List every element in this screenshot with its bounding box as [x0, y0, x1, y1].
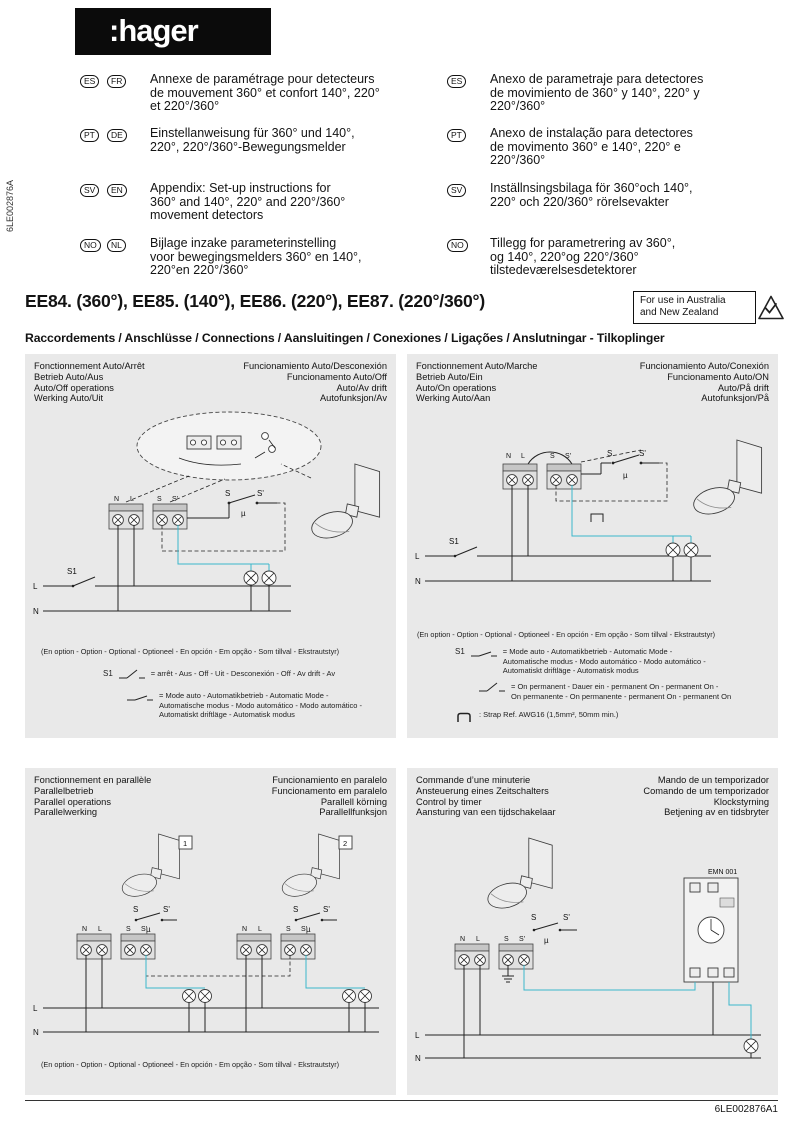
panel-header-right: [640, 361, 769, 404]
lamp-icon: [244, 571, 258, 585]
footer-doc-code: 6LE002876A1: [714, 1104, 778, 1115]
intro-line: et 220°/360°: [150, 99, 220, 113]
strap-note-text: : Strap Ref. AWG16 (1,5mm², 50mm min.): [479, 710, 619, 719]
pushbutton-label-s: S: [225, 489, 231, 498]
intro-line: Bijlage inzake parameterinstelling: [150, 236, 337, 250]
pushbutton-label-s: S: [133, 905, 139, 914]
terminal-label-s: S: [504, 936, 509, 943]
intro-line: Anexo de parametraje para detectores: [490, 72, 704, 86]
lamp-icon: [744, 1039, 758, 1053]
header-line: Parallell körning: [320, 796, 387, 807]
lamp-return-wires: [189, 1003, 365, 1033]
detector-tag-1-label: 1: [183, 839, 188, 848]
mu-label: µ: [146, 925, 151, 934]
header-line: Mando de un temporizador: [657, 775, 769, 785]
terminal-label-s: S: [286, 926, 291, 933]
header-line: Fonctionnement Auto/Marche: [416, 361, 538, 371]
wiring-diagram-auto-on: [411, 406, 774, 624]
intro-line: Annexe de paramétrage pour detecteurs: [150, 72, 375, 86]
terminal-label-s: S: [157, 496, 162, 503]
header-line: Werking Auto/Aan: [416, 393, 491, 404]
motion-detector-icon: [280, 834, 340, 900]
panel-header-right: [272, 775, 387, 818]
terminal-label-sp: S': [301, 926, 308, 933]
legend-auto: [127, 691, 362, 720]
terminal-label-sp: S': [141, 926, 148, 933]
switch-closed-icon: [471, 647, 497, 659]
switched-live-wire: [572, 485, 691, 543]
legend-auto-text: [503, 647, 706, 676]
intro-line: de movimiento de 360° y 140°, 220° y: [490, 85, 700, 100]
terminal-block-nl: [455, 944, 489, 969]
terminal-detail-inset: [137, 412, 321, 480]
header-line: Funcionamento Auto/ON: [667, 371, 769, 382]
header-line: Fonctionnement Auto/Arrêt: [34, 361, 145, 371]
mu-label: µ: [623, 471, 628, 480]
intro-text-pt: [490, 127, 693, 168]
intro-text-sv: [490, 182, 693, 209]
pushbutton-label-sp: S': [163, 905, 170, 914]
legend-on-permanent: [479, 682, 731, 701]
intro-line: 220°en 220°/360°: [150, 263, 249, 277]
rail-label-n: N: [33, 1028, 39, 1037]
intro-line: 220° och 220/360° rörelsevakter: [490, 194, 669, 209]
lang-badge-no: NO: [80, 239, 101, 252]
rail-label-n: N: [415, 577, 421, 586]
legend-line: On permanente - On permanente - permanent On - permanent On: [511, 691, 732, 701]
motion-detector-icon: [120, 834, 180, 900]
panel-auto-off: [25, 354, 396, 738]
mu-label: µ: [306, 925, 311, 934]
switch-closed-icon: [127, 691, 153, 703]
terminal-label-l: L: [521, 453, 525, 460]
intro-line: 220°, 220°/360°-Bewegungsmelder: [150, 139, 346, 154]
pushbutton-icon: [295, 913, 337, 921]
lang-badge-nl: NL: [107, 239, 126, 252]
lang-badge-es: ES: [80, 75, 99, 88]
strap-icon: [591, 514, 603, 522]
supply-drops: [86, 955, 262, 1032]
header-line: Auto/Av drift: [336, 382, 387, 393]
legend-line: Automatiskt driftläge - Automatisk modus: [159, 710, 295, 719]
lang-badge-en: EN: [107, 184, 127, 197]
terminal-label-sp: S': [565, 453, 572, 460]
strap-icon: [455, 710, 473, 723]
header-line: Funcionamento Auto/Off: [286, 371, 387, 382]
legend-off-text: = arrêt - Aus - Off - Uit - Desconexión - Off - Av drift - Av: [150, 669, 336, 678]
pushbutton-label-sp: S': [563, 913, 570, 922]
lamp-icon: [183, 990, 196, 1003]
terminal-label-n: N: [460, 936, 466, 943]
hager-logo-text: :hager: [109, 13, 198, 48]
legend-line: Automatiskt driftläge - Automatisk modus: [502, 666, 639, 675]
lang-badge-no2: NO: [447, 239, 468, 252]
terminal-label-l: L: [130, 496, 134, 503]
legend-line: Automatische modus - Modo automático - Modo automático -: [502, 656, 706, 666]
header-line: Auto/På drift: [717, 382, 769, 393]
detector-tag-2-label: 2: [343, 839, 348, 848]
lang-badge-pt2: PT: [447, 129, 466, 142]
intro-text-fr: [150, 73, 380, 114]
intro-line: og 140°, 220°og 220°/360°: [490, 249, 639, 264]
terminal-block-nl: [503, 464, 537, 489]
panel-header-left: [34, 361, 145, 404]
terminal-block-ssp: [153, 504, 187, 529]
panel-header-left: [416, 361, 537, 404]
header-line: Werking Auto/Uit: [34, 393, 104, 404]
intro-line: Einstellanweisung für 360° und 140°,: [150, 126, 355, 140]
option-note: (En option - Option - Optional - Optioneel - En opción - Em opção - Som tillval - Ekstrautstyr): [41, 647, 340, 656]
strap-note: [455, 710, 618, 723]
panel-parallel: [25, 768, 396, 1095]
supply-drops: [512, 485, 528, 581]
aus-nz-box: [633, 291, 756, 324]
lamp-icon: [684, 543, 698, 557]
mu-label: µ: [241, 509, 246, 518]
option-note: (En option - Option - Optional - Optioneel - En opción - Em opção - Som tillval - Ekstrautstyr): [417, 630, 716, 639]
lamp-icon: [359, 990, 372, 1003]
switch-open-icon: [119, 669, 145, 681]
lang-badge-sv2: SV: [447, 184, 466, 197]
intro-line: 220°/360°: [490, 153, 546, 167]
header-line: Comando de um temporizador: [643, 785, 769, 796]
intro-line: Anexo de instalação para detectores: [490, 126, 693, 140]
terminal-label-n: N: [506, 453, 512, 460]
pushbutton-label-sp: S': [639, 449, 646, 458]
intro-text-no: [490, 237, 675, 278]
pushbutton-label-sp: S': [323, 905, 330, 914]
intro-line: 220°/360°: [490, 99, 546, 113]
motion-detector-icon: [485, 838, 552, 912]
terminal-block-nl: [109, 504, 143, 529]
panel-header-left: [34, 775, 151, 818]
panel-header-right: [643, 775, 769, 818]
pushbutton-label-s: S: [531, 913, 537, 922]
terminal-label-l: L: [98, 926, 102, 933]
header-line: Autofunksjon/Av: [319, 393, 387, 404]
header-line: Parallelbetrieb: [34, 785, 94, 796]
lamp-return-wires: [251, 585, 269, 611]
intro-line: de mouvement 360° et confort 140°, 220°: [150, 85, 380, 100]
header-line: Parallellfunksjon: [319, 807, 387, 818]
terminal-label-sp: S': [519, 936, 526, 943]
pushbutton-label-sp: S': [257, 489, 264, 498]
intro-line: tilstedeværelsesdetektorer: [490, 263, 637, 277]
header-line: Fonctionnement en parallèle: [34, 775, 152, 785]
header-line: Parallel operations: [34, 796, 112, 807]
intro-line: de movimento 360° e 140°, 220° e: [490, 139, 681, 154]
switch-open-icon: [479, 682, 505, 694]
intro-line: Inställnsingsbilaga för 360°och 140°,: [490, 181, 693, 195]
terminal-label-l: L: [258, 926, 262, 933]
pushbutton-icon: [581, 455, 659, 474]
supply-drops: [464, 965, 713, 1058]
terminal-label-s: S: [550, 453, 555, 460]
legend-auto-text: [159, 691, 362, 720]
timer-module-icon: [684, 878, 738, 982]
footer-divider: [25, 1100, 778, 1101]
section-heading: Raccordements / Anschlüsse / Connections / Aansluitingen / Conexiones / Ligações / Anslutningar - Tilkoplinger: [25, 331, 665, 345]
rail-label-l: L: [33, 582, 38, 591]
terminal-label-sp: S': [172, 496, 179, 503]
lang-badge-fr: FR: [107, 75, 126, 88]
wiring-diagram-parallel: [29, 820, 392, 1052]
terminal-block-nl: [237, 934, 271, 959]
terminal-label-s: S: [126, 926, 131, 933]
lamp-icon: [199, 990, 212, 1003]
intro-line: Tillegg for parametrering av 360°,: [490, 236, 676, 250]
header-line: Ansteuerung eines Zeitschalters: [416, 785, 549, 796]
rail-label-l: L: [33, 1004, 38, 1013]
wiring-diagram-timer: [411, 820, 774, 1082]
header-line: Auto/Off operations: [34, 382, 114, 393]
header-line: Betjening av en tidsbryter: [664, 807, 769, 818]
s1-label: S1: [67, 567, 77, 576]
terminal-block-nl: [77, 934, 111, 959]
hager-logo: [75, 8, 271, 55]
header-line: Autofunksjon/På: [701, 393, 769, 404]
header-line: Funcionamiento Auto/Conexión: [639, 361, 769, 371]
switched-live-wire: [178, 525, 269, 571]
pushbutton-label-s: S: [293, 905, 299, 914]
motion-detector-icon: [691, 440, 762, 518]
lamp-icon: [262, 571, 276, 585]
product-title: EE84. (360°), EE85. (140°), EE86. (220°), EE87. (220°/360°): [25, 291, 485, 311]
terminal-block-ssp: [281, 934, 315, 959]
rail-label-l: L: [415, 1031, 420, 1040]
header-line: Auto/On operations: [416, 382, 497, 393]
lang-badge-es2: ES: [447, 75, 466, 88]
legend-line: = Mode auto - Automatikbetrieb - Automatic Mode -: [159, 691, 329, 700]
wiring-diagram-auto-off: [29, 406, 392, 641]
header-line: Aansturing van een tijdschakelaar: [416, 807, 556, 818]
rail-label-n: N: [415, 1054, 421, 1063]
intro-line: 360° and 140°, 220° and 220°/360°: [150, 194, 346, 209]
legend-line: = On permanent - Dauer ein - permanent On - permanent On -: [511, 682, 719, 691]
lamp-return-wires: [673, 557, 691, 581]
motion-detector-icon: [309, 464, 380, 542]
legend-s1-label: S1: [103, 669, 113, 678]
header-line: Betrieb Auto/Aus: [34, 371, 104, 382]
panel-timer: [407, 768, 778, 1095]
intro-text-en: [150, 182, 345, 223]
header-line: Parallelwerking: [34, 807, 98, 818]
option-note: (En option - Option - Optional - Optioneel - En opción - Em opção - Som tillval - Ekstrautstyr): [41, 1060, 340, 1069]
terminal-label-n: N: [114, 496, 120, 503]
intro-line: voor bewegingsmelders 360° en 140°,: [150, 249, 362, 264]
legend-line: Automatische modus - Modo automático - Modo automático -: [159, 700, 363, 710]
intro-text-nl: [150, 237, 362, 278]
legend-auto: [455, 647, 706, 676]
pushbutton-label-s: S: [607, 449, 613, 458]
rcm-ctick-logo-icon: [757, 294, 785, 322]
terminal-label-l: L: [476, 936, 480, 943]
panel-header-right: [243, 361, 387, 404]
legend-on-text: [511, 682, 731, 701]
lang-badge-pt: PT: [80, 129, 99, 142]
panel-auto-on: [407, 354, 778, 738]
intro-line: movement detectors: [150, 208, 264, 222]
s1-label: S1: [449, 537, 459, 546]
header-line: Control by timer: [416, 796, 482, 807]
intro-text-de: [150, 127, 355, 154]
pushbutton-icon: [533, 923, 577, 931]
aus-nz-line2: and New Zealand: [640, 307, 719, 318]
legend-s1-label: S1: [455, 647, 465, 656]
panel-header-left: [416, 775, 556, 818]
rail-label-l: L: [415, 552, 420, 561]
header-line: Funcionamiento Auto/Desconexión: [243, 361, 387, 371]
terminal-block-ssp: [121, 934, 155, 959]
rail-label-n: N: [33, 607, 39, 616]
intro-line: Appendix: Set-up instructions for: [150, 181, 331, 195]
header-line: Funcionamento em paralelo: [271, 785, 387, 796]
legend-line: = Mode auto - Automatikbetrieb - Automatic Mode -: [502, 647, 673, 656]
terminal-block-ssp: [499, 944, 533, 969]
lang-badge-de: DE: [107, 129, 127, 142]
header-line: Betrieb Auto/Ein: [416, 371, 483, 382]
terminal-label-n: N: [242, 926, 248, 933]
timer-ref-label: EMN 001: [708, 869, 738, 876]
terminal-block-ssp: [547, 464, 581, 489]
lang-badge-sv: SV: [80, 184, 99, 197]
header-line: Commande d’une minuterie: [416, 775, 531, 785]
pushbutton-icon: [135, 913, 177, 921]
terminal-label-n: N: [82, 926, 88, 933]
aus-nz-line1: For use in Australia: [640, 295, 726, 306]
supply-drops: [118, 525, 134, 611]
mu-label: µ: [544, 936, 549, 945]
header-line: Klockstyrning: [713, 796, 769, 807]
intro-text-es: [490, 73, 703, 114]
side-doc-code: 6LE002876A: [5, 179, 15, 232]
pushbutton-icon: [187, 495, 277, 518]
lamp-icon: [666, 543, 680, 557]
lamp-icon: [343, 990, 356, 1003]
legend-off: [103, 669, 335, 681]
header-line: Funcionamiento en paralelo: [272, 775, 387, 785]
switched-live-wire: [146, 955, 365, 988]
